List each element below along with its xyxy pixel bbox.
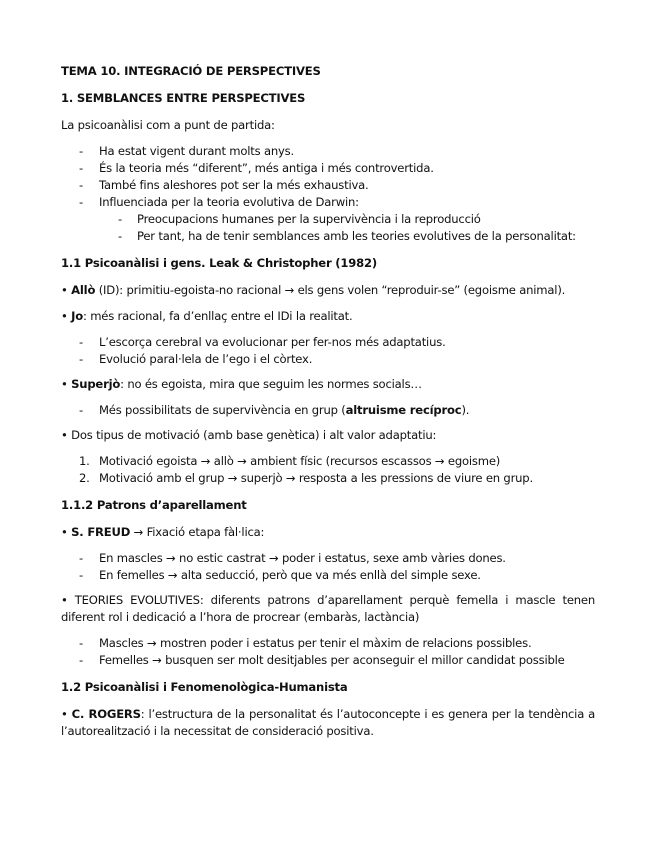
paragraph-superjo: • Superjò: no és egoista, mira que seguim les normes socials… (61, 377, 422, 391)
list-motivation (61, 453, 595, 487)
list-item: - Evolució paral·lela de l’ego i el còrtex. (61, 351, 595, 368)
list-item: - En mascles → no estic castrat → poder i estatus, sexe amb vàries dones. (61, 550, 595, 567)
list-item: - És la teoria més “diferent”, més antiga i més controvertida. (61, 160, 595, 177)
section-heading-1-1-2: 1.1.2 Patrons d’aparellament (61, 498, 247, 512)
list-item: - En femelles → alta seducció, però que va més enllà del simple sexe. (61, 567, 595, 584)
list-item: 2. Motivació amb el grup → superjò → resposta a les pressions de viure en grup. (79, 471, 533, 485)
sublist-darwin (61, 211, 595, 245)
list-item: - Per tant, ha de tenir semblances amb les teories evolutives de la personalitat: (61, 228, 595, 245)
list-evolutive (61, 635, 595, 669)
list-item: - Ha estat vigent durant molts anys. (61, 143, 595, 160)
paragraph-freud: • S. FREUD → Fixació etapa fàl·lica: (61, 525, 265, 539)
list-psychoanalysis (61, 143, 595, 211)
list-superjo (61, 402, 595, 419)
paragraph-motivation: • Dos tipus de motivació (amb base genètica) i alt valor adaptatiu: (61, 428, 437, 442)
list-item: - Més possibilitats de supervivència en grup (altruisme recíproc). (61, 402, 595, 419)
term-superjo: Superjò (71, 377, 121, 391)
list-freud (61, 550, 595, 584)
list-item: - Preocupacions humanes per la supervivència i la reproducció (61, 211, 595, 228)
list-item: 1. Motivació egoista → allò → ambient físic (recursos escassos → egoisme) (79, 454, 501, 468)
term-allo: Allò (71, 283, 96, 297)
list-item: - Mascles → mostren poder i estatus per tenir el màxim de relacions possibles. (61, 635, 595, 652)
paragraph-rogers: • C. ROGERS: l’estructura de la personalitat és l’autoconcepte i es genera per la tendència a l’autorealització i la necessitat de consideració positiva. (61, 707, 596, 738)
list-item: - L’escorça cerebral va evolucionar per fer-nos més adaptatius. (61, 334, 595, 351)
paragraph-allo: • Allò (ID): primitiu-egoista-no racional → els gens volen “reproduir-se” (egoisme animal). (61, 283, 566, 297)
paragraph-intro: La psicoanàlisi com a punt de partida: (61, 118, 275, 132)
section-heading-1: 1. SEMBLANCES ENTRE PERSPECTIVES (61, 91, 306, 105)
term-altruisme: altruisme recíproc (345, 403, 462, 417)
section-heading-1-1: 1.1 Psicoanàlisi i gens. Leak & Christopher (1982) (61, 256, 377, 270)
list-jo (61, 334, 595, 368)
term-rogers: C. ROGERS (71, 707, 141, 721)
term-jo: Jo (71, 309, 84, 323)
list-item: - Influenciada per la teoria evolutiva de Darwin: (61, 194, 595, 211)
document-title: TEMA 10. INTEGRACIÓ DE PERSPECTIVES (61, 64, 321, 78)
term-freud: S. FREUD (71, 525, 131, 539)
section-heading-1-2: 1.2 Psicoanàlisi i Fenomenològica-Humanista (61, 680, 348, 694)
list-item: - Femelles → busquen ser molt desitjables per aconseguir el millor candidat possible (61, 652, 595, 669)
list-item: - També fins aleshores pot ser la més exhaustiva. (61, 177, 595, 194)
paragraph-jo: • Jo: més racional, fa d’enllaç entre el IDi la realitat. (61, 309, 353, 323)
paragraph-evolutive: • TEORIES EVOLUTIVES: diferents patrons d’aparellament perquè femella i mascle tenen diferent rol i dedicació a l’hora de procrear (embaràs, lactància) (61, 593, 595, 624)
